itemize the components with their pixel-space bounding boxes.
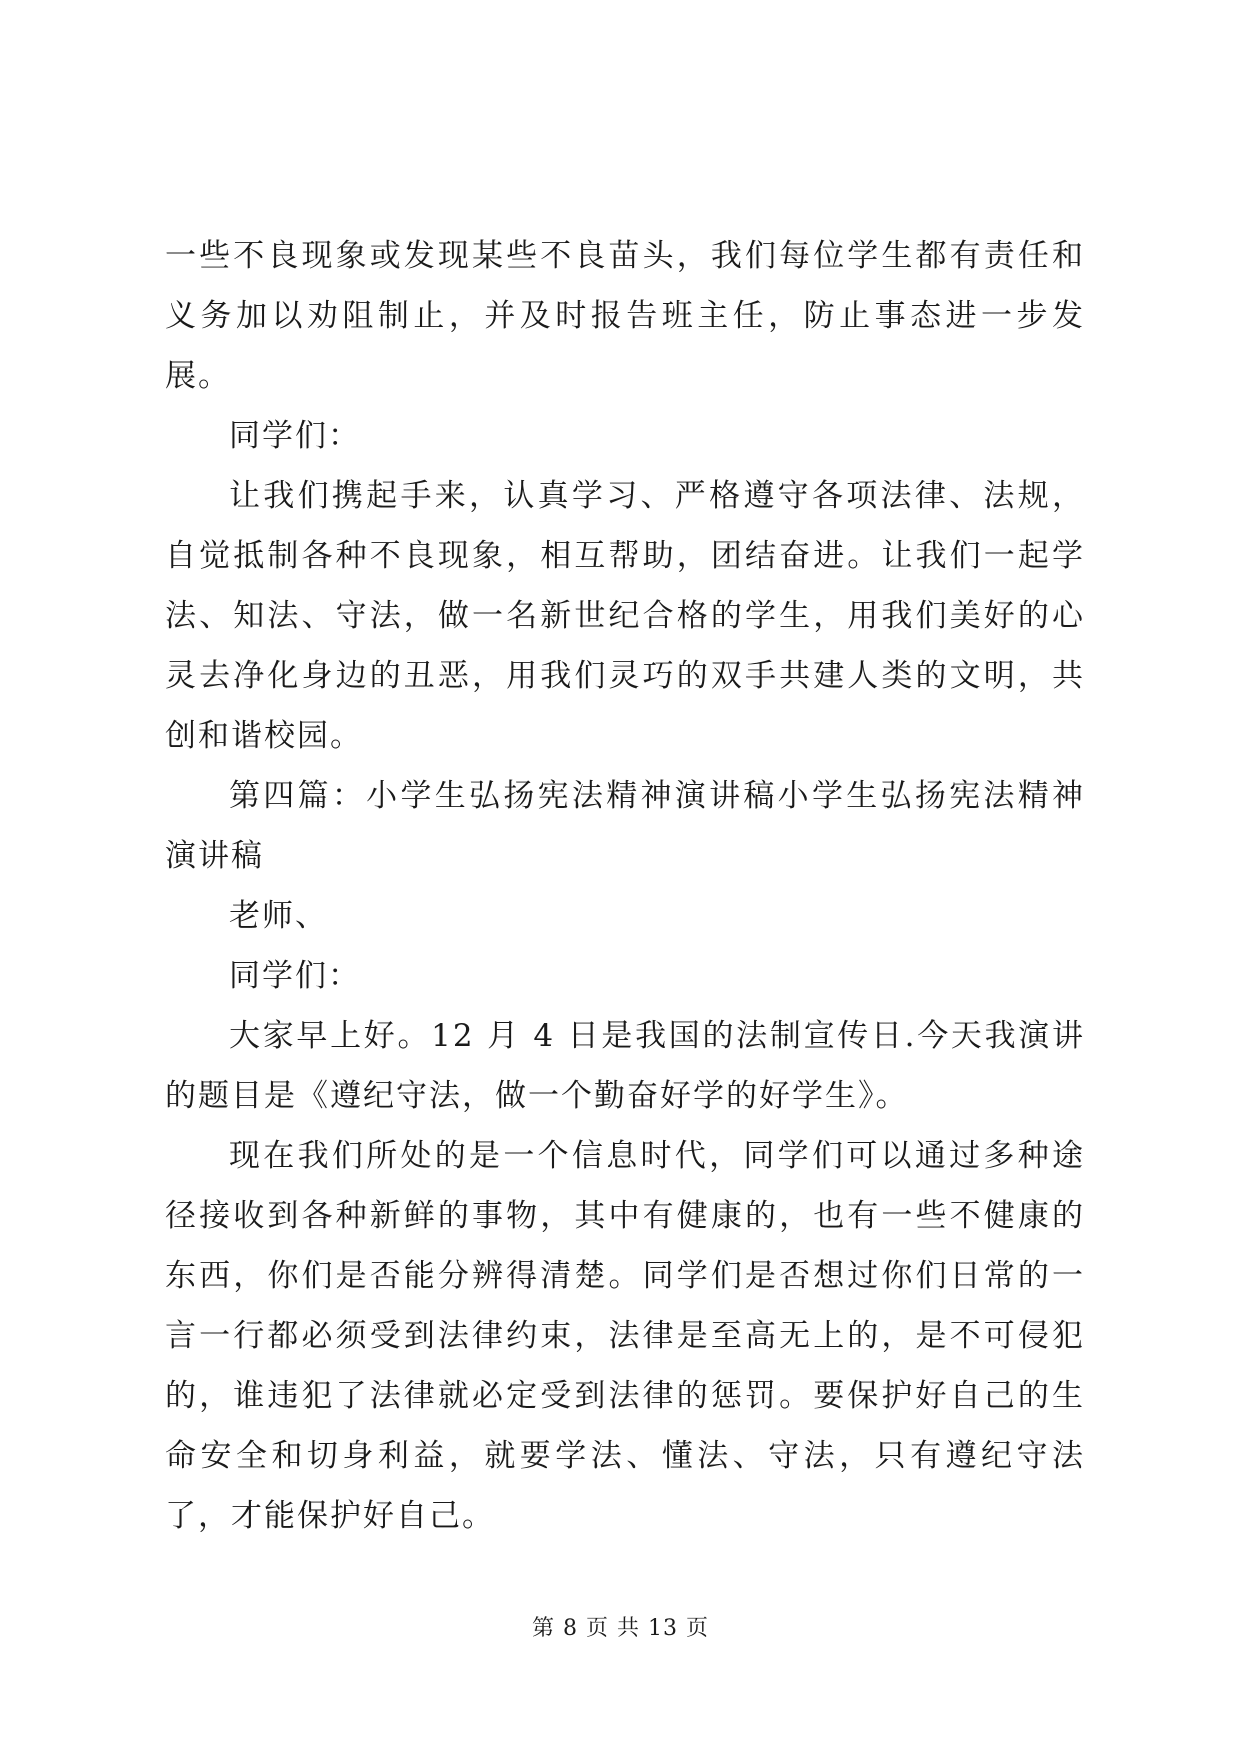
body-text	[165, 226, 1085, 1546]
section-heading: 第四篇：小学生弘扬宪法精神演讲稿小学生弘扬宪法精神演讲稿	[165, 778, 1085, 874]
paragraph-greeting-teachers: 老师、	[229, 898, 328, 934]
paragraph-greeting-students: 同学们：	[229, 958, 361, 994]
paragraph-body: 现在我们所处的是一个信息时代，同学们可以通过多种途径接收到各种新鲜的事物，其中有健康的，也有一些不健康的东西，你们是否能分辨得清楚。同学们是否想过你们日常的一言一行都必须受到法律约束，法律是至高无上的，是不可侵犯的，谁违犯了法律就必定受到法律的惩罚。要保护好自己的生命安全和切身利益，就要学法、懂法、守法，只有遵纪守法了，才能保护好自己。	[165, 1138, 1085, 1534]
paragraph-salutation: 同学们：	[229, 418, 361, 454]
paragraph-intro: 大家早上好。12 月 4 日是我国的法制宣传日.今天我演讲的题目是《遵纪守法，做一个勤奋好学的好学生》。	[165, 1018, 1085, 1114]
page-footer: 第 8 页 共 13 页	[532, 1616, 709, 1641]
paragraph-closing-appeal: 让我们携起手来，认真学习、严格遵守各项法律、法规，自觉抵制各种不良现象，相互帮助，团结奋进。让我们一起学法、知法、守法，做一名新世纪合格的学生，用我们美好的心灵去净化身边的丑恶，用我们灵巧的双手共建人类的文明，共创和谐校园。	[165, 478, 1085, 754]
paragraph-continuation: 一些不良现象或发现某些不良苗头，我们每位学生都有责任和义务加以劝阻制止，并及时报告班主任，防止事态进一步发展。	[165, 238, 1085, 394]
